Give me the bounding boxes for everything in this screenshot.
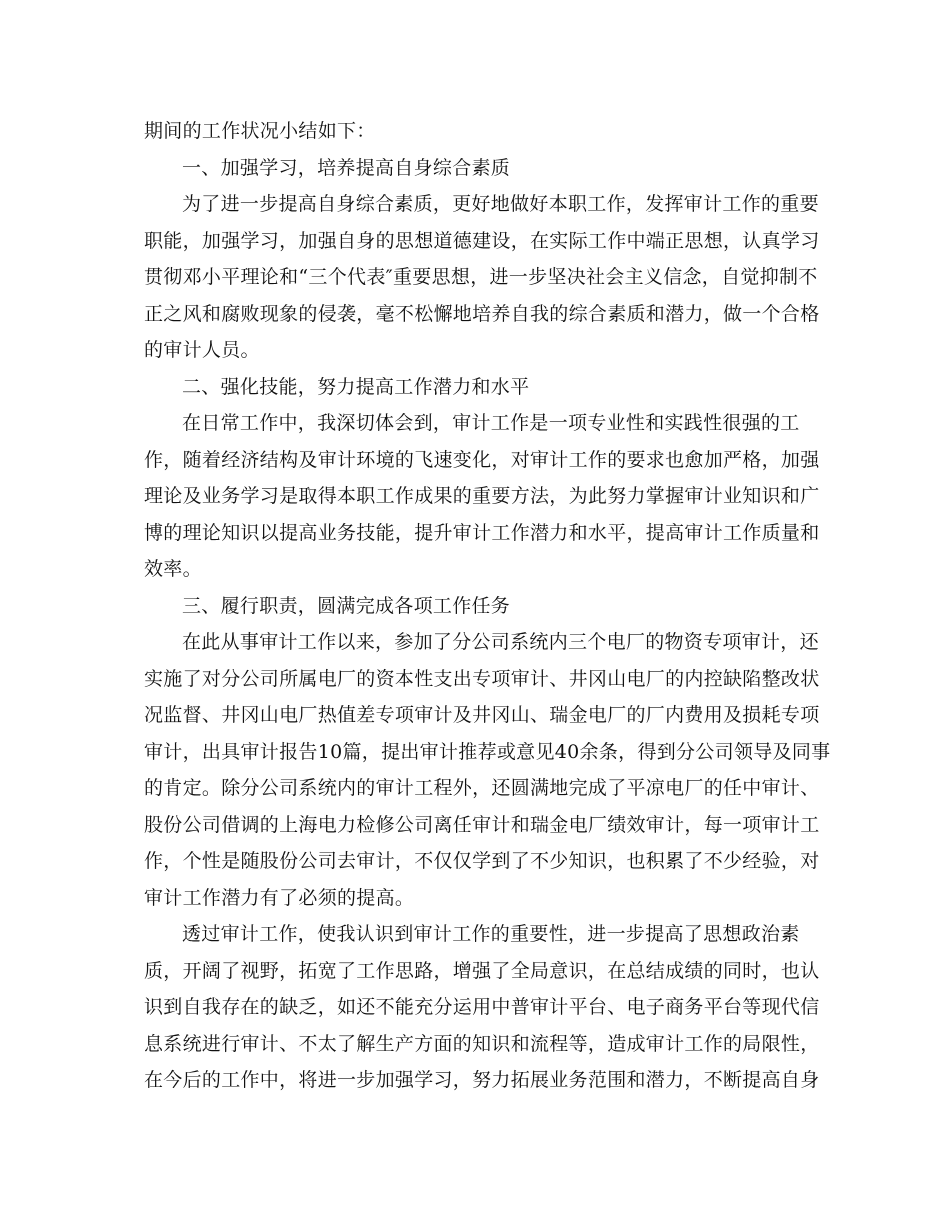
body-line: 作，个性是随股份公司去审计，不仅仅学到了不少知识，也积累了不少经验，对: [144, 850, 820, 872]
body-line: 透过审计工作，使我认识到审计工作的重要性，进一步提高了思想政治素: [182, 923, 800, 945]
body-line: 正之风和腐败现象的侵袭，毫不松懈地培养自我的综合素质和潜力，做一个合格: [144, 302, 820, 325]
body-line: 在今后的工作中，将进一步加强学习，努力拓展业务范围和潜力，不断提高自身: [144, 1069, 820, 1091]
body-line: 贯彻邓小平理论和“三个代表″重要思想，进一步坚决社会主义信念，自觉抑制不: [144, 266, 818, 288]
body-line: 实施了对分公司所属电厂的资本性支出专项审计、井冈山电厂的内控缺陷整改状: [144, 667, 820, 690]
body-line: 在日常工作中，我深切体会到，审计工作是一项专业性和实践性很强的工: [182, 412, 800, 434]
body-line: 审计工作潜力有了必须的提高。: [144, 886, 415, 909]
body-line: 的肯定。除分公司系统内的审计工程外，还圆满地完成了平凉电厂的任中审计、: [144, 777, 820, 799]
body-line: 的审计人员。: [144, 339, 260, 361]
body-line: 效率。: [144, 558, 202, 580]
body-line: 博的理论知识以提高业务技能，提升审计工作潜力和水平，提高审计工作质量和: [144, 521, 820, 544]
body-line: 为了进一步提高自身综合素质，更好地做好本职工作，发挥审计工作的重要: [182, 193, 819, 215]
body-line: 理论及业务学习是取得本职工作成果的重要方法，为此努力掌握审计业知识和广: [144, 485, 820, 507]
body-line: 息系统进行审计、不太了解生产方面的知识和流程等，造成审计工作的局限性，: [144, 1032, 820, 1055]
body-line: 质，开阔了视野，拓宽了工作思路，增强了全局意识，在总结成绩的同时，也认: [144, 959, 820, 982]
body-line: 作，随着经济结构及审计环境的飞速变化，对审计工作的要求也愈加严格，加强: [144, 448, 820, 471]
section-heading-2: 二、强化技能，努力提高工作潜力和水平: [182, 375, 530, 398]
body-line: 职能，加强学习，加强自身的思想道德建设，在实际工作中端正思想，认真学习: [144, 229, 820, 252]
body-line: 期间的工作状况小结如下：: [144, 120, 376, 142]
section-heading-3: 三、履行职责，圆满完成各项工作任务: [182, 594, 511, 617]
body-line: 股份公司借调的上海电力检修公司离任审计和瑞金电厂绩效审计，每一项审计工: [144, 813, 820, 836]
body-line: 况监督、井冈山电厂热值差专项审计及井冈山、瑞金电厂的厂内费用及损耗专项: [144, 704, 820, 726]
body-line: 在此从事审计工作以来，参加了分公司系统内三个电厂的物资专项审计，还: [182, 631, 819, 653]
document-body: [144, 113, 831, 1099]
body-line: 识到自我存在的缺乏，如还不能充分运用中普审计平台、电子商务平台等现代信: [144, 996, 820, 1018]
body-line: 审计，出具审计报告10篇，提出审计推荐或意见40余条，得到分公司领导及同事: [144, 740, 831, 763]
section-heading-1: 一、加强学习，培养提高自身综合素质: [182, 156, 511, 179]
